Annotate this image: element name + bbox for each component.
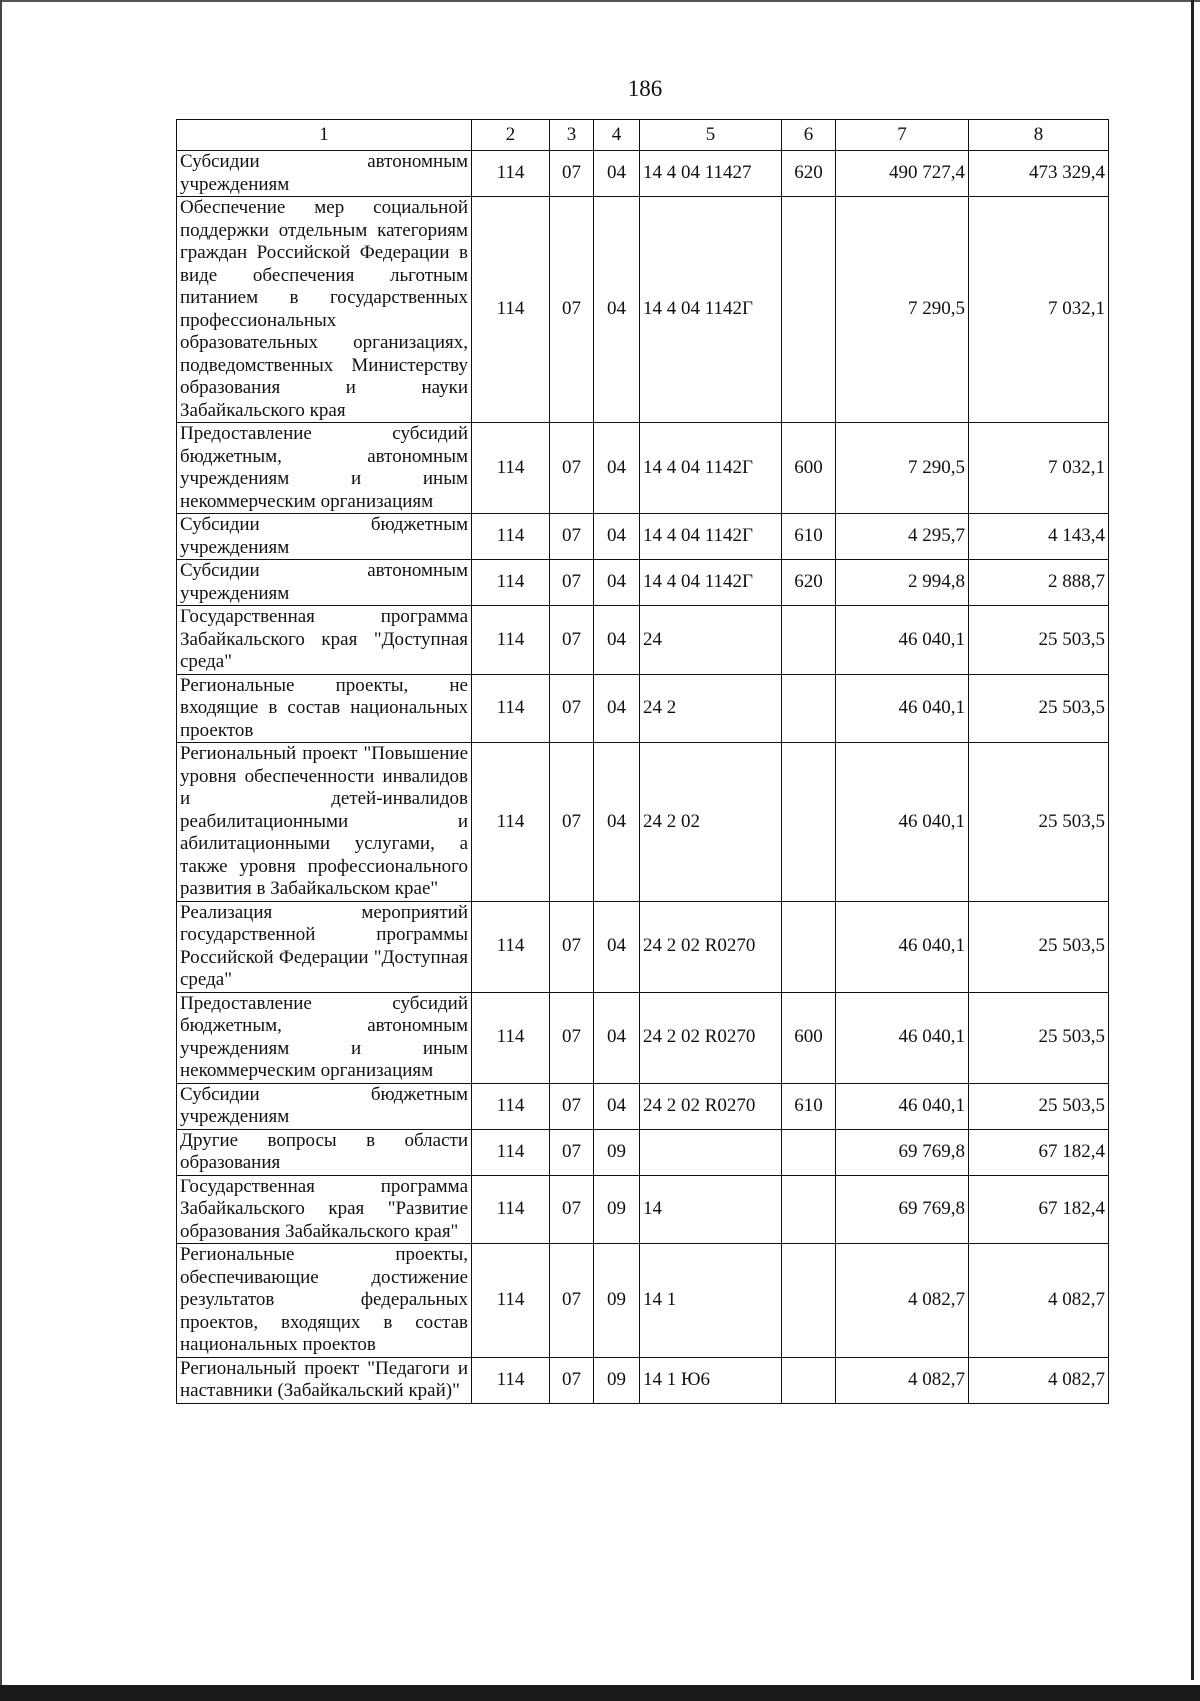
subsection-code-cell: 04 [594,197,640,423]
amount-year-2-cell: 25 503,5 [969,743,1109,902]
section-code-cell: 07 [550,1244,594,1358]
row-name-cell: Региональный проект "Педагоги и наставники (Забайкальский край)" [177,1357,472,1403]
table-row [177,197,1109,423]
target-article-cell: 24 2 02 R0270 [640,1083,782,1129]
target-article-cell [640,1129,782,1175]
expense-type-cell: 600 [782,992,836,1083]
ministry-code-cell: 114 [472,197,550,423]
section-code-cell: 07 [550,901,594,992]
amount-year-2-cell: 4 143,4 [969,514,1109,560]
scan-edge-bottom [0,1685,1200,1701]
amount-year-1-cell: 46 040,1 [836,901,969,992]
row-name-cell: Субсидии автономным учреждениям [177,151,472,197]
expense-type-cell: 610 [782,1083,836,1129]
amount-year-1-cell: 4 082,7 [836,1357,969,1403]
amount-year-1-cell: 2 994,8 [836,560,969,606]
expense-type-cell: 620 [782,151,836,197]
amount-year-1-cell: 46 040,1 [836,606,969,675]
subsection-code-cell: 04 [594,743,640,902]
row-name-cell: Региональные проекты, не входящие в состав национальных проектов [177,674,472,743]
target-article-cell: 24 2 02 R0270 [640,901,782,992]
row-name-cell: Государственная программа Забайкальского края "Доступная среда" [177,606,472,675]
column-header: 4 [594,120,640,151]
amount-year-2-cell: 67 182,4 [969,1175,1109,1244]
ministry-code-cell: 114 [472,1083,550,1129]
section-code-cell: 07 [550,514,594,560]
table-row [177,514,1109,560]
target-article-cell: 14 4 04 1142Г [640,514,782,560]
section-code-cell: 07 [550,151,594,197]
amount-year-1-cell: 46 040,1 [836,743,969,902]
subsection-code-cell: 09 [594,1244,640,1358]
target-article-cell: 24 2 02 [640,743,782,902]
column-number-row [177,120,1109,151]
column-header: 7 [836,120,969,151]
expense-type-cell [782,674,836,743]
target-article-cell: 14 4 04 11427 [640,151,782,197]
target-article-cell: 24 [640,606,782,675]
ministry-code-cell: 114 [472,560,550,606]
table-row [177,151,1109,197]
section-code-cell: 07 [550,674,594,743]
row-name-cell: Предоставление субсидий бюджетным, автономным учреждениям и иным некоммерческим организациям [177,992,472,1083]
ministry-code-cell: 114 [472,901,550,992]
row-name-cell: Субсидии бюджетным учреждениям [177,514,472,560]
target-article-cell: 14 4 04 1142Г [640,423,782,514]
table-row [177,901,1109,992]
amount-year-2-cell: 25 503,5 [969,1083,1109,1129]
subsection-code-cell: 09 [594,1357,640,1403]
scan-edge-left [0,0,2,1701]
section-code-cell: 07 [550,1083,594,1129]
table-row [177,1129,1109,1175]
column-header: 8 [969,120,1109,151]
amount-year-2-cell: 67 182,4 [969,1129,1109,1175]
amount-year-2-cell: 7 032,1 [969,423,1109,514]
subsection-code-cell: 04 [594,674,640,743]
section-code-cell: 07 [550,560,594,606]
row-name-cell: Обеспечение мер социальной поддержки отдельным категориям граждан Российской Федерации в виде обеспечения льготным питанием в государственных профессиональных образовательных организациях, подведомственных Министерству образования и науки Забайкальского края [177,197,472,423]
amount-year-1-cell: 46 040,1 [836,1083,969,1129]
expense-type-cell: 610 [782,514,836,560]
row-name-cell: Предоставление субсидий бюджетным, автономным учреждениям и иным некоммерческим организациям [177,423,472,514]
ministry-code-cell: 114 [472,514,550,560]
amount-year-1-cell: 69 769,8 [836,1175,969,1244]
row-name-cell: Реализация мероприятий государственной программы Российской Федерации "Доступная среда" [177,901,472,992]
row-name-cell: Субсидии бюджетным учреждениям [177,1083,472,1129]
expense-type-cell [782,743,836,902]
amount-year-1-cell: 4 295,7 [836,514,969,560]
table-row [177,423,1109,514]
section-code-cell: 07 [550,1129,594,1175]
ministry-code-cell: 114 [472,674,550,743]
target-article-cell: 14 1 Ю6 [640,1357,782,1403]
expense-type-cell [782,606,836,675]
ministry-code-cell: 114 [472,1175,550,1244]
ministry-code-cell: 114 [472,992,550,1083]
amount-year-1-cell: 69 769,8 [836,1129,969,1175]
expense-type-cell [782,1129,836,1175]
ministry-code-cell: 114 [472,423,550,514]
table-row [177,992,1109,1083]
section-code-cell: 07 [550,606,594,675]
table-row [177,606,1109,675]
amount-year-2-cell: 4 082,7 [969,1357,1109,1403]
target-article-cell: 14 [640,1175,782,1244]
section-code-cell: 07 [550,992,594,1083]
section-code-cell: 07 [550,423,594,514]
ministry-code-cell: 114 [472,606,550,675]
amount-year-2-cell: 4 082,7 [969,1244,1109,1358]
section-code-cell: 07 [550,1357,594,1403]
amount-year-1-cell: 7 290,5 [836,423,969,514]
scan-edge-top [0,0,1200,2]
section-code-cell: 07 [550,1175,594,1244]
column-header: 6 [782,120,836,151]
expense-type-cell [782,1175,836,1244]
target-article-cell: 14 4 04 1142Г [640,197,782,423]
subsection-code-cell: 04 [594,514,640,560]
amount-year-1-cell: 46 040,1 [836,992,969,1083]
subsection-code-cell: 04 [594,1083,640,1129]
target-article-cell: 14 1 [640,1244,782,1358]
amount-year-2-cell: 473 329,4 [969,151,1109,197]
subsection-code-cell: 09 [594,1175,640,1244]
amount-year-2-cell: 7 032,1 [969,197,1109,423]
amount-year-2-cell: 25 503,5 [969,901,1109,992]
amount-year-2-cell: 25 503,5 [969,606,1109,675]
table-row [177,743,1109,902]
scan-edge-right [1191,0,1194,1680]
page-number: 186 [627,76,663,101]
subsection-code-cell: 04 [594,560,640,606]
ministry-code-cell: 114 [472,151,550,197]
target-article-cell: 24 2 02 R0270 [640,992,782,1083]
table-row [177,1357,1109,1403]
ministry-code-cell: 114 [472,743,550,902]
column-header: 1 [177,120,472,151]
row-name-cell: Государственная программа Забайкальского края "Развитие образования Забайкальского края" [177,1175,472,1244]
expense-type-cell: 600 [782,423,836,514]
subsection-code-cell: 04 [594,606,640,675]
expense-type-cell [782,1357,836,1403]
row-name-cell: Региональные проекты, обеспечивающие достижение результатов федеральных проектов, входящих в состав национальных проектов [177,1244,472,1358]
target-article-cell: 14 4 04 1142Г [640,560,782,606]
target-article-cell: 24 2 [640,674,782,743]
section-code-cell: 07 [550,743,594,902]
ministry-code-cell: 114 [472,1244,550,1358]
amount-year-1-cell: 4 082,7 [836,1244,969,1358]
expense-type-cell [782,901,836,992]
subsection-code-cell: 04 [594,901,640,992]
section-code-cell: 07 [550,197,594,423]
table-row [177,1175,1109,1244]
amount-year-1-cell: 46 040,1 [836,674,969,743]
table-row [177,1244,1109,1358]
table-row [177,1083,1109,1129]
column-header: 2 [472,120,550,151]
table-row [177,674,1109,743]
row-name-cell: Региональный проект "Повышение уровня обеспеченности инвалидов и детей-инвалидов реабилитационными и абилитационными услугами, а также уровня профессионального развития в Забайкальском крае" [177,743,472,902]
subsection-code-cell: 04 [594,992,640,1083]
amount-year-2-cell: 2 888,7 [969,560,1109,606]
subsection-code-cell: 04 [594,151,640,197]
amount-year-1-cell: 7 290,5 [836,197,969,423]
amount-year-1-cell: 490 727,4 [836,151,969,197]
expense-type-cell [782,1244,836,1358]
table-row [177,560,1109,606]
subsection-code-cell: 09 [594,1129,640,1175]
amount-year-2-cell: 25 503,5 [969,992,1109,1083]
amount-year-2-cell: 25 503,5 [969,674,1109,743]
expense-type-cell: 620 [782,560,836,606]
row-name-cell: Другие вопросы в области образования [177,1129,472,1175]
column-header: 3 [550,120,594,151]
subsection-code-cell: 04 [594,423,640,514]
ministry-code-cell: 114 [472,1129,550,1175]
column-header: 5 [640,120,782,151]
ministry-code-cell: 114 [472,1357,550,1403]
budget-table [176,119,1109,1404]
row-name-cell: Субсидии автономным учреждениям [177,560,472,606]
expense-type-cell [782,197,836,423]
